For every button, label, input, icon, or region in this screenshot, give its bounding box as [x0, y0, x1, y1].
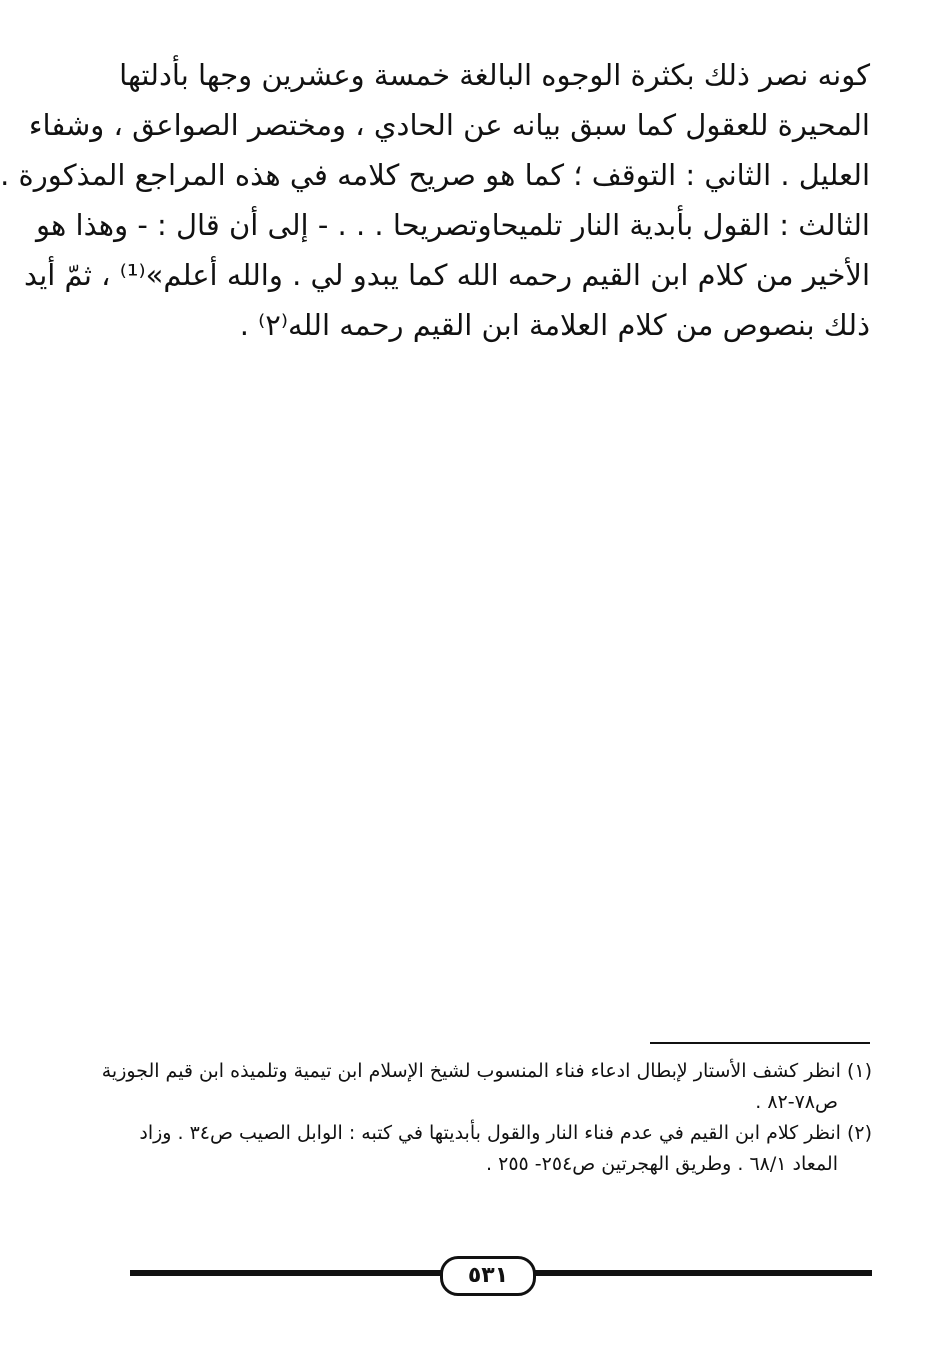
text-line-4: الثالث : القول بأبدية النار تلميحاوتصريحا . . . - إلى أن قال : - وهذا هو — [36, 208, 870, 242]
text-line-2: المحيرة للعقول كما سبق بيانه عن الحادي ، ومختصر الصواعق ، وشفاء — [28, 108, 870, 142]
text-line-1: كونه نصر ذلك بكثرة الوجوه البالغة خمسة وعشرين وجها بأدلتها — [119, 58, 870, 92]
footnote-2-line-2: المعاد ٦٨/١ . وطريق الهجرتين ص٢٥٤- ٢٥٥ . — [486, 1153, 838, 1175]
footnote-1-line-1: (١) انظر كشف الأستار لإبطال ادعاء فناء المنسوب لشيخ الإسلام ابن تيمية وتلميذه ابن قيم الجوزية — [101, 1060, 872, 1082]
footnote-separator — [650, 1042, 870, 1044]
page-number: ٥٣١ — [440, 1256, 536, 1296]
text-line-5: الأخير من كلام ابن القيم رحمه الله كما يبدو لي . والله أعلم»⁽¹⁾ ، ثمّ أيد — [23, 258, 870, 292]
footnotes-block — [101, 1056, 872, 1180]
text-line-6: ذلك بنصوص من كلام العلامة ابن القيم رحمه الله⁽٢⁾ . — [239, 308, 870, 342]
footnote-1-line-2: ص٧٨-٨٢ . — [755, 1091, 838, 1113]
footnote-2-line-1: (٢) انظر كلام ابن القيم في عدم فناء النار والقول بأبديتها في كتبه : الوابل الصيب ص٣٤ . وزاد — [139, 1122, 872, 1144]
main-text-block — [0, 50, 870, 350]
text-line-3: العليل . الثاني : التوقف ؛ كما هو صريح كلامه في هذه المراجع المذكورة . — [0, 158, 870, 192]
